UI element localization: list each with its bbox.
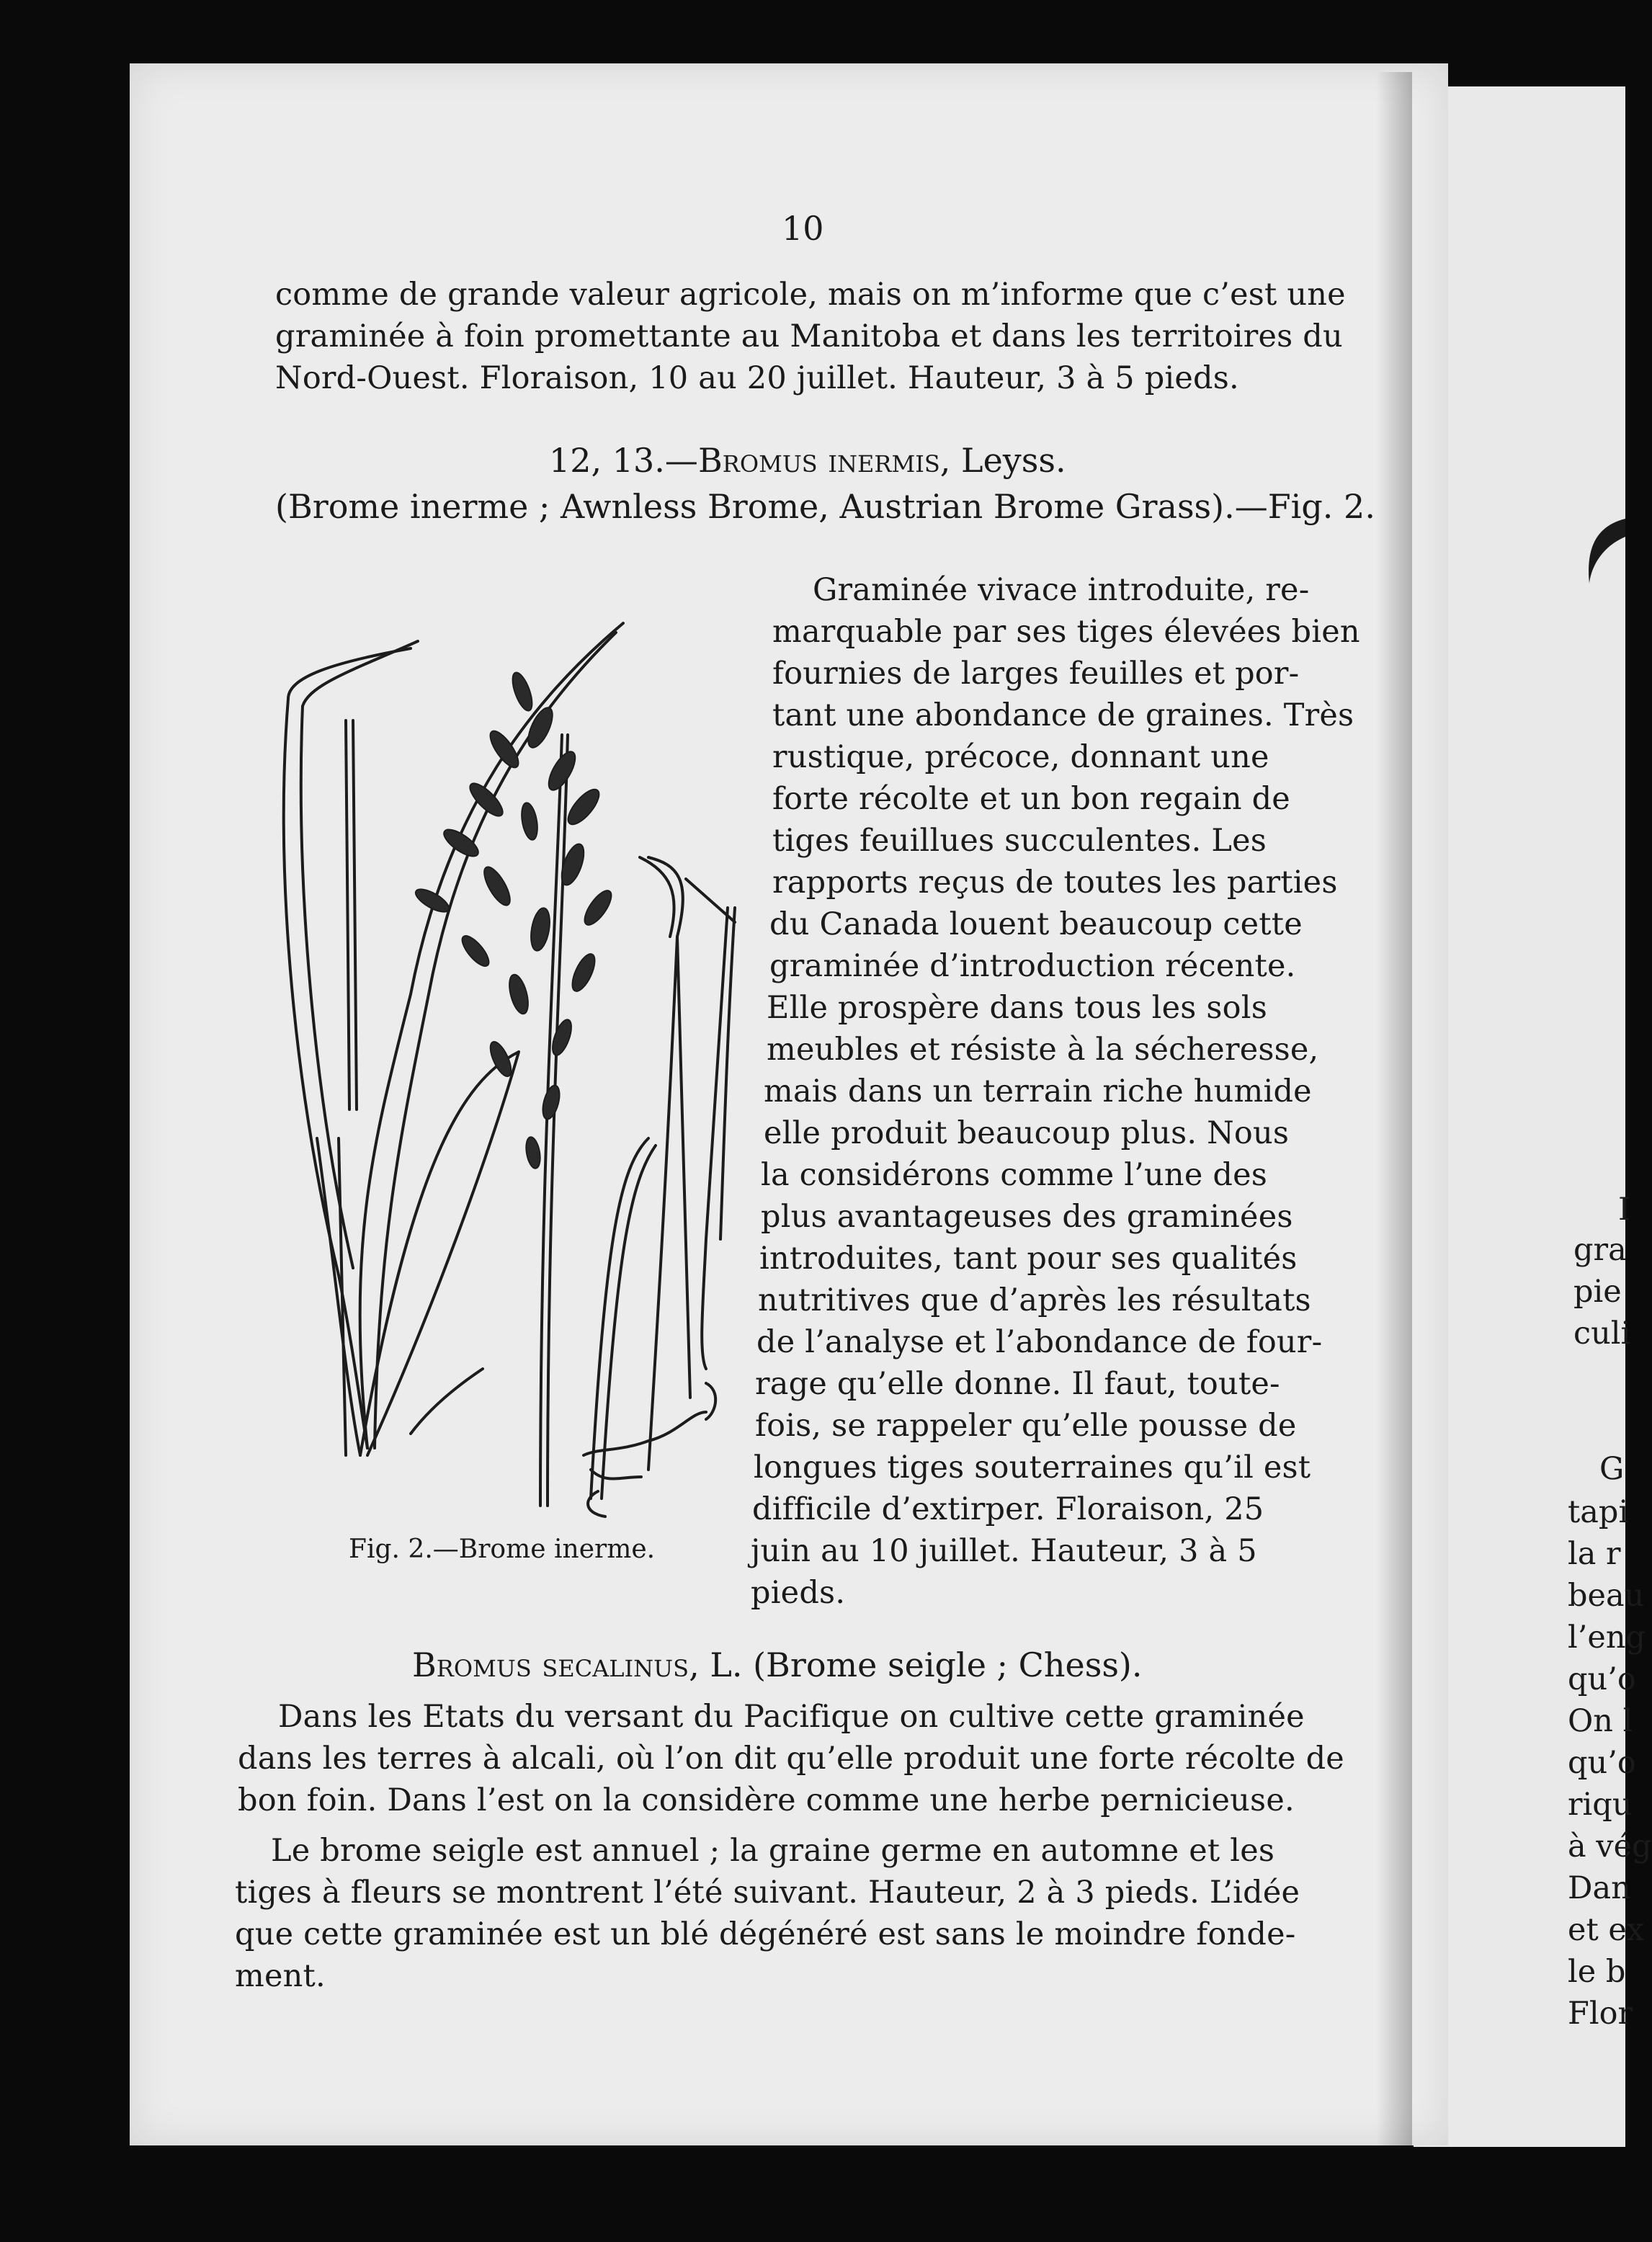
description-line: mais dans un terrain riche humide: [764, 1073, 1312, 1109]
paragraph-line: tiges à fleurs se montrent l’été suivant. Hauteur, 2 à 3 pieds. L’idée: [235, 1875, 1300, 1911]
figure-caption: Fig. 2.—Brome inerme.: [349, 1535, 656, 1564]
facing-page-fragment: tapi: [1568, 1494, 1629, 1530]
facing-page-fragment: le b: [1568, 1954, 1626, 1990]
section-subheading: (Brome inerme ; Awnless Brome, Austrian Brome Grass).—Fig. 2.: [275, 487, 1375, 526]
facing-page-fragment: culi: [1573, 1316, 1631, 1352]
description-line: longues tiges souterraines qu’il est: [754, 1450, 1311, 1486]
paragraph-line: Dans les Etats du versant du Pacifique on cultive cette graminée: [278, 1699, 1305, 1735]
heading-suffix: , Leyss.: [939, 441, 1066, 480]
paragraph-line: bon foin. Dans l’est on la considère comme une herbe pernicieuse.: [238, 1782, 1295, 1818]
description-line: Elle prospère dans tous les sols: [767, 990, 1267, 1026]
facing-page-fragment: beau: [1568, 1578, 1645, 1614]
paragraph-line: que cette graminée est un blé dégénéré est sans le moindre fonde-: [235, 1916, 1296, 1952]
intro-line: Nord-Ouest. Floraison, 10 au 20 juillet. Hauteur, 3 à 5 pieds.: [275, 360, 1239, 396]
facing-page-fragment: gra: [1573, 1232, 1627, 1268]
heading-latin-name: Bromus inermis: [697, 441, 940, 480]
description-line: Graminée vivace introduite, re-: [813, 572, 1310, 608]
facing-page-fragment: G: [1599, 1451, 1625, 1487]
facing-page-fragment: Flor: [1568, 1996, 1633, 2032]
description-line: juin au 10 juillet. Hauteur, 3 à 5: [751, 1533, 1257, 1569]
facing-page-fragment: On l: [1568, 1703, 1633, 1739]
description-line: rapports reçus de toutes les parties: [772, 865, 1338, 901]
facing-page-fragment: pie: [1573, 1274, 1622, 1310]
section-heading-bromus-secalinus: [412, 1645, 1143, 1684]
description-line: elle produit beaucoup plus. Nous: [764, 1115, 1290, 1151]
facing-page-fragment: riqu: [1568, 1787, 1633, 1823]
facing-page-fragment: I: [1618, 1192, 1630, 1228]
paragraph-line: Le brome seigle est annuel ; la graine germe en automne et les: [271, 1833, 1275, 1869]
facing-page-fragment: l’eng: [1568, 1620, 1646, 1656]
description-line: graminée d’introduction récente.: [769, 948, 1296, 984]
facing-page-fragment: et ex: [1568, 1912, 1645, 1948]
section-heading-bromus-inermis: [549, 441, 1066, 480]
description-line: la considérons comme l’une des: [761, 1157, 1267, 1193]
description-line: difficile d’extirper. Floraison, 25: [752, 1491, 1264, 1527]
facing-page-fragment: Dan: [1568, 1870, 1631, 1906]
facing-page-fragment: qu’o: [1568, 1745, 1636, 1781]
facing-page-ornament: [1582, 504, 1625, 598]
description-line: de l’analyse et l’abondance de four-: [756, 1324, 1323, 1360]
description-line: forte récolte et un bon regain de: [772, 781, 1290, 817]
page-edge-shadow: [1376, 72, 1412, 2147]
paragraph-line: dans les terres à alcali, où l’on dit qu’elle produit une forte récolte de: [238, 1741, 1344, 1777]
description-line: fournies de larges feuilles et por-: [772, 656, 1300, 692]
description-line: pieds.: [751, 1575, 846, 1611]
heading-suffix: , L. (Brome seigle ; Chess).: [689, 1645, 1143, 1684]
description-line: nutritives que d’après les résultats: [758, 1282, 1311, 1318]
facing-page-fragment: à vég: [1568, 1828, 1652, 1864]
intro-line: comme de grande valeur agricole, mais on m’informe que c’est une: [275, 277, 1346, 313]
heading-prefix: 12, 13.—: [549, 441, 698, 480]
brome-grass-illustration: [245, 591, 749, 1520]
description-line: rustique, précoce, donnant une: [772, 739, 1269, 775]
description-line: marquable par ses tiges élevées bien: [772, 614, 1360, 650]
intro-line: graminée à foin promettante au Manitoba et dans les territoires du: [275, 318, 1343, 354]
description-line: meubles et résiste à la sécheresse,: [767, 1032, 1319, 1068]
page-number: 10: [782, 209, 824, 248]
description-line: introduites, tant pour ses qualités: [759, 1241, 1298, 1277]
facing-page-fragment: la r: [1568, 1536, 1621, 1572]
description-line: du Canada louent beaucoup cette: [769, 906, 1303, 942]
paragraph-line: ment.: [235, 1958, 326, 1994]
description-line: plus avantageuses des graminées: [761, 1199, 1293, 1235]
description-line: tant une abondance de graines. Très: [772, 697, 1354, 733]
heading-latin-name: Bromus secalinus: [412, 1645, 689, 1684]
description-line: tiges feuillues succulentes. Les: [772, 823, 1267, 859]
description-line: fois, se rappeler qu’elle pousse de: [755, 1408, 1297, 1444]
facing-page-fragment: qu’o: [1568, 1661, 1636, 1697]
description-line: rage qu’elle donne. Il faut, toute-: [755, 1366, 1280, 1402]
